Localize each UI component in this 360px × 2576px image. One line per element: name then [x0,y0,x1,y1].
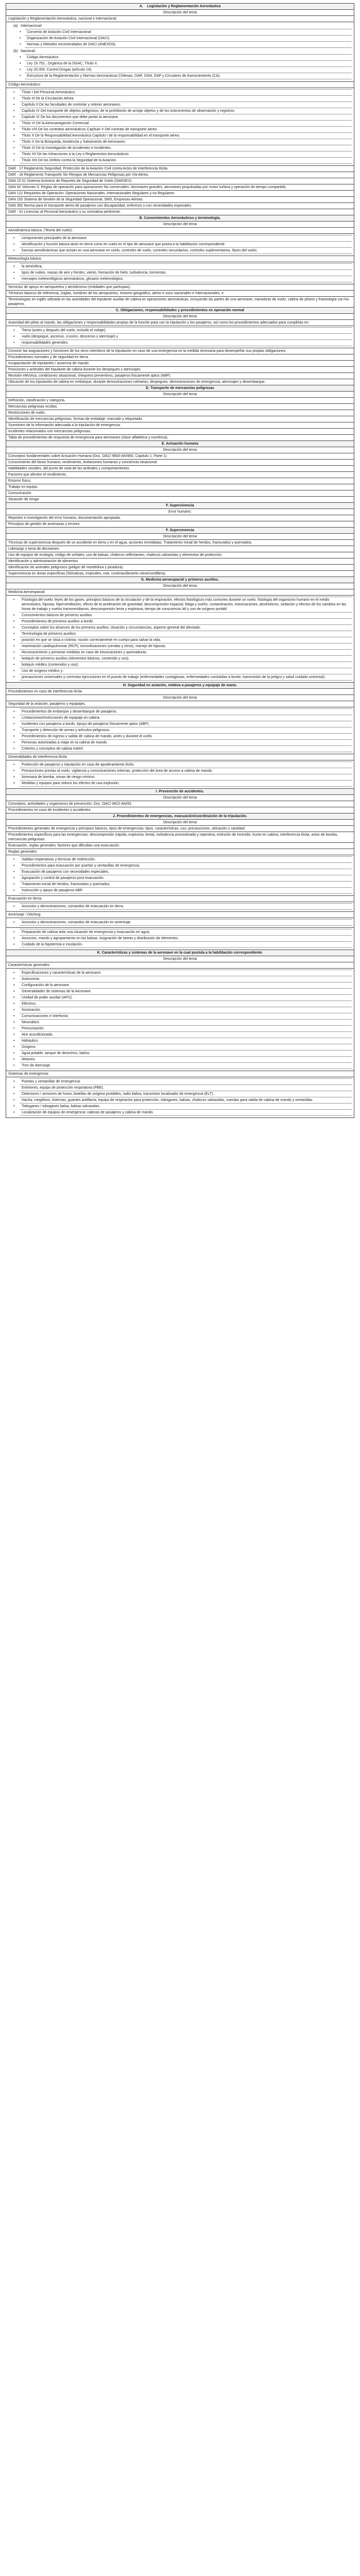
bullet-item: • Amenaza de bomba, zonas de riesgo mínimo. [20,774,352,780]
bullet-item: • botiquín médico (contenidos y uso); [20,662,352,668]
bullet-item: • Terminología de primeros auxilios; [20,631,352,637]
bullet-list-row [6,234,354,256]
topic-row: Autoridad del piloto al mando, las obligaciones y responsabilidades propias de la función para con la tripulación y los pasajeros, así como los procedimientos adecuados para cumplirlas en: [6,320,354,326]
topic-row: Reglas generales: [6,849,354,855]
topic-row: Conceptos, actividades y organismos de prevención. Doc. OACI 9422-AN/92. [6,801,354,807]
topic-row: Entorno físico. [6,478,354,484]
bullet-list-row [6,760,354,789]
lettered-item [13,48,352,80]
lettered-list [8,23,352,80]
bullet-item: • Capítulo VI De los documentos que debe portar la aeronave. [20,114,352,120]
topic-row: Trabajo en equipo. [6,484,354,490]
topic-row: Seguridad de la aviación, pasajeros y equipajes. [6,701,354,707]
bullet-item: • Título XIII De los Delitos contra la Seguridad de la Aviación. [20,157,352,164]
bullet-item: • Título XI De la Investigación de Accidentes e Incidentes. [20,145,352,151]
topic-row: Mercancías peligrosas ocultas. [6,404,354,410]
bullet-item: • precauciones universales y correctas ejecuciones en el puesto de trabajo (enfermedades contagiosas, enfermedades contraídas a bordo, transmisión de la peligro y salud cuidado universal). [20,674,352,681]
bullet-item: • botiquín de primeros auxilios (elementos básicos, contenido y uso); [20,655,352,662]
topic-row: Procedimientos generales de emergencia y principios básicos, tipos de emergencias, tipos, características, uso, precauciones, ubicación y cantidad. [6,826,354,832]
bullet-item: • Salidas inoperativas y técnicas de redirección. [20,856,352,862]
section-title: H. Seguridad en aviación, relativa a pasajeros y equipaje de mano. [6,683,354,689]
description-header: Descripción del tema [6,222,354,228]
section-title: F. Supervivencia [6,503,354,509]
topic-row: Características generales: [6,962,354,969]
topic-row: Aerodinámica básica. (Teoría del vuelo): [6,228,354,234]
bullet-item: • Detectores / sensores de humo, botellas de oxígeno portátiles, radio baliza, transmisor localizador de emergencia (ELT). [20,1091,352,1097]
bullet-item: • Procedimientos de embarque y desembarque de pasajeros. [20,708,352,715]
description-header: Descripción del tema [6,534,354,540]
lettered-list-row [6,22,354,82]
sub-list [13,29,352,48]
topic-row: DAR - 01 Licencias al Personal Aeronáutico y su normativa pertinente. [6,209,354,215]
topic-row: Suministro de la información adecuada a la tripulación de emergencia. [6,422,354,429]
topic-row: Definición, clasificación y categoría. [6,398,354,404]
description-header: Descripción del tema [6,820,354,826]
topic-row: DAN 152 Sistema de Gestión de la Seguridad Operacional, SMS, Empresas Aéreas. [6,197,354,203]
bullet-item: • Título VIII De los contratos aeronáuticos Capítulo V Del contrato de transporte aéreo. [20,126,352,132]
bullet-item: • reanimación cardiopulmonar (RCP); inmovilizaciones (vendas y otros), manejo de hipoxia; [20,643,352,649]
bullet-item: • Iluminación. [20,1007,352,1013]
topic-row: Uso de equipos de ecología, código de señales, uso de balsas, chalecos reflectantes, chalecos salvavidas y elementos de protección. [6,552,354,558]
bullet-item: • Generalidades de sistemas de la Aeronave. [20,988,352,994]
section-title: G. Medicina aeroespacial y primeros auxilios. [6,577,354,583]
bullet-item: • tipos de nubes, masas de aire y frentes, viento, formación de hielo, turbulencia, tormentas. [20,269,352,276]
bullet-list-row [6,707,354,754]
bullet-item: • Evacuación de pasajeros con necesidades especiales. [20,869,352,875]
bullet-item: • Capítulo IV Del transporte de objetos peligrosos; de la prohibición de arrojar objetos y de los instrumentos de observación y registros; [20,108,352,114]
bullet-item: • identificación y función básica tanto en tierra como en vuelo en el tipo de aeronave que posea a la habilitación correspondiente. [20,241,352,247]
sub-item: • Convenio de Aviación Civil Internacional [25,29,352,35]
bullet-item: • Presurización. [20,1025,352,1031]
topic-row: Términos básicos de referencia, (siglas, nombres de los aeropuertos, entorno geográfico, aéreo e usos nacionales e internacionales, e [6,291,354,297]
topic-row: Sistemas de emergencia: [6,1071,354,1077]
bullet-list-row [6,918,354,928]
bullet-item: • Comunicaciones e Interfonía. [20,1013,352,1019]
bullet-list [8,263,352,282]
bullet-item: • Precauciones previas al vuelo, vigilancia y comunicaciones internas, protección del área de acceso a cabina de mando. [20,768,352,774]
description-header: Descripción del tema [6,10,354,16]
bullet-item: • Localización de equipos de emergencia: cabinas de pasajeros y cabina de mando. [20,1109,352,1116]
bullet-item: • Especificaciones y características de la aeronave. [20,970,352,976]
section-title: I. Prevención de accidentes. [6,789,354,795]
topic-row: Evacuación, reglas generales: factores que dificultan una evacuación. [6,843,354,849]
bullet-item: • mensajes meteorológicos aeronáuticos, glosario meteorológico. [20,276,352,282]
bullet-item: • Título X De la Búsqueda, Asistencia y Salvamento de Aeronaves. [20,139,352,145]
bullet-item: • Hidráulico. [20,1038,352,1044]
bullet-list-row [6,928,354,950]
bullet-item: • Toboganes / toboganes balsa, balsas salvavidas. [20,1103,352,1109]
sub-item: • Ley 20.000, Control Drogas (artículo 14). [25,66,352,73]
topic-row: DAR - 17 Reglamento Seguridad, Protección de la Aviación Civil contra Actos de interferencia Ilícita. [6,166,354,172]
bullet-list [8,327,352,346]
bullet-item: • Criterios y conceptos de cabina estéril. [20,745,352,752]
topic-row: Factores que afecten el rendimiento. [6,472,354,478]
item-marker: (b) [13,49,18,53]
topic-row: Liderazgo y toma de decisiones [6,546,354,552]
bullet-item: • vuelo (despegue, ascenso, crucero, descenso y aterrizaje) y [20,333,352,340]
bullet-item: • Oxígeno. [20,1044,352,1050]
topic-row: DAR - 18 Reglamento Transporte Sin Riesgos de Mercancías Peligrosas por Vía Aérea. [6,172,354,178]
topic-row: Conocer las asignaciones y funciones de los otros miembros de la tripulación en caso de una emergencia en la medida necesaria para desempeñar sus propias obligaciones. [6,348,354,354]
bullet-item: • Eléctrico. [20,1001,352,1007]
bullet-list [8,235,352,254]
section-title: B. Conocimientos Aeronáuticos y terminología. [6,215,354,222]
topic-row: Procedimientos en caso de incidentes o accidentes. [6,807,354,814]
bullet-item: • Uso de oxígeno médico y; [20,668,352,674]
topic-row: Principios de gestión de amenazas y errores. [6,521,354,528]
bullet-item: • Hacha, megáfono, linternas, guantes antiflama, equipo de respiración para protección, toboganes, balsas, chalecos salvavidas, cuerdas para salida de cabina de mando y ventanillas. [20,1097,352,1103]
bullet-item: • Procedimientos de ingreso y salida de cabina de mando, antes y durante el vuelo. [20,733,352,739]
description-header: Descripción del tema [6,795,354,801]
sub-list [13,54,352,79]
item-label: Nacional: [21,49,36,53]
bullet-item: • Transporte y detección de armas y artículos peligrosos. [20,727,352,733]
bullet-item: • Puertas y ventanillas de emergencia. [20,1078,352,1084]
bullet-item: • fuerzas aerodinámicas que actúan en una aeronave en vuelo, controles de vuelo, controles secundarios, controles suplementarios, fases del vuelo; [20,247,352,254]
topic-row: Procedimientos en caso de interferencia ilícita [6,689,354,695]
topic-row: Ubicación de los tripulantes de cabina en embarque, durante demostraciones rutinarias, despegues, demostraciones de emergencia, aterrizajes y desembarque. [6,379,354,385]
bullet-item: • Fisiología del vuelo: leyes de los gases, principios básicos de la circulación y de la respiración, efectos fisiológicos más comunes durante un vuelo. fisiología del organismo humano en el medio aeronáutico, hipoxia, hiperventilación, efecto de la aceleración de gravedad, descompresión espacial; fatiga y sueño, contaminación, intoxicaciones, alcoholismo, sedación y efectos de los cambios en las horas de trabajo y vuelos transmeridianos, descompresión lenta y explosiva, tiempo de consciencia útil y uso de oxígeno portátil. [20,597,352,612]
topic-row: DAN 121 Requisitos de Operación: Operaciones Nacionales, Internacionales Regulares y no Regulares. [6,191,354,197]
bullet-item: • Personas autorizadas a viajar en la cabina de mando. [20,739,352,745]
bullet-item: • Título XII De las Infracciones a la Ley o Reglamentos Aeronáuticos [20,151,352,157]
topic-row: Técnicas de supervivencia después de un accidente en tierra y en el agua, acciones inmediatas. Tratamiento inicial de heridos, fracturados y quemados. [6,540,354,546]
description-header: Descripción del tema [6,695,354,701]
topic-row: Tabla de procedimientos de respuesta de emergencia para aeronaves (clave alfabética y numérica). [6,435,354,441]
bullet-item: • Reconocimiento y primeras medidas en caso de intoxicaciones y quemaduras. [20,649,352,655]
bullet-list-row [6,262,354,284]
section-title: J. Procedimientos de emergencias, evacuación/coordinación de la tripulación. [6,814,354,820]
bullet-list [8,761,352,787]
section-title: C. Obligaciones, responsabilidades y procedimientos en operación normal [6,308,354,314]
bullet-item: • Procedimientos de primeros auxilios a bordo [20,618,352,624]
bullet-item: • Aire acondicionado. [20,1031,352,1038]
topic-row: Legislación y Reglamentación Aeronáutica, nacional e internacional. [6,16,354,22]
bullet-item: • posición en que se sitúa a víctima: noción correctamente en cuerpo para salvar la vida. [20,637,352,643]
bullet-item: • Agrupación y control de pasajeros post evacuación. [20,875,352,881]
description-header: Descripción del tema [6,314,354,320]
topic-row: DAN 392 Norma para el transporte aéreo de pasajeros con discapacidad, enfermos o con necesidades especiales. [6,203,354,209]
bullet-item: • Instrucción y apoyo de pasajeros ABP. [20,887,352,894]
lettered-item [13,23,352,48]
topic-row: Servicios de apoyo en aeropuertos y aeródromos (entidades que participan). [6,284,354,291]
bullet-list [8,903,352,910]
bullet-list [8,919,352,926]
bullet-item: • Preparación de cabina ante una situación de emergencia y evacuación en agua. [20,929,352,935]
document-table [6,3,354,1118]
topic-row: Procedimientos específicos para las emergencias: descompresión (rápida, explosiva, lenta), turbulencia pronosticada y repentina, extinción de incendio, humo en cabina, interferencia ilícita, aviso de bomba, mercancías peligrosas. [6,832,354,843]
description-header: Descripción del tema [6,956,354,962]
topic-row: Restricciones de vuelo. [6,410,354,416]
topic-row: Situación de riesgo [6,497,354,503]
description-header: Descripción del tema [6,447,354,453]
topic-row: Supervivencia en áreas específicas (Selvaticas, tropicales, mar, costeras/desierto nieve/cordillera). [6,571,354,577]
bullet-item: • Procedimientos para evacuación por puertas y ventanillas de emergencia. [20,862,352,869]
bullet-list-row [6,326,354,348]
bullet-item: • Conocimientos básicos de primeros auxilios [20,612,352,618]
sub-item: • Ley 19.752., Orgánica de la DGAC, Título II. [25,60,352,66]
bullet-list-row [6,596,354,683]
bullet-item: • componentes principales de la aeronave. [20,235,352,241]
sub-item: • Organización de Aviación Civil Internacional (OACI). [25,35,352,41]
bullet-item: • la atmósfera, [20,263,352,269]
bullet-list [8,1078,352,1116]
topic-row: DAN 92 Volumen II: Reglas de operación para operaciones No comerciales- Aeronaves grandes, aeronaves propulsadas por motor turbina y operación de tiempo compartido. [6,184,354,191]
bullet-list [8,708,352,752]
bullet-item: • Tierra (antes y después del vuelo, incluido el rodaje); [20,327,352,333]
bullet-item: • Motores. [20,1056,352,1062]
item-label: Internacional: [21,24,43,28]
bullet-list-row [6,969,354,1071]
topic-row: Evacuación en tierra: [6,896,354,902]
bullet-item: • Autonomía [20,976,352,982]
topic-row: Revisión eléctrica, condiciones situacional, chequeos preventivos, pasajeros fisicamente aptos (ABP). [6,373,354,379]
topic-row: Amerizaje / Ditching [6,912,354,918]
bullet-item: • Título I Del Personal Aeronáutico; [20,89,352,95]
bullet-item: • Anuncios y demostraciones, comandos de evacuación en amerizaje. [20,919,352,926]
topic-row: Meteorología básica: [6,256,354,262]
bullet-item: • Cuidado de la hipotermia e insolación. [20,941,352,948]
bullet-item: • Tratamiento inicial de heridos, fracturados y quemados. [20,881,352,887]
topic-row: Incapacitación de tripulantes / ausencia de mando. [6,361,354,367]
topic-row: Posiciones y actitudes del tripulante de cabina durante los despegues y aterrizajes. [6,367,354,373]
topic-row: Procedimientos normales y de seguridad en tierra. [6,354,354,361]
bullet-list [8,597,352,681]
description-header: Descripción del tema [6,392,354,398]
bullet-item: • Agua potable, tanque de desechos, baños. [20,1050,352,1056]
bullet-item: • Título X De la Responsabilidad Aeronáutica Capítulo I de la responsabilidad en el transporte aéreo. [20,132,352,139]
bullet-item: • Limitaciones/restricciones de equipaje en cabina. [20,715,352,721]
section-title: E. Actuación humana [6,441,354,447]
description-header: Error humano: [6,509,354,515]
topic-row: Reportes e investigación del error humano, documentación apropiada. [6,515,354,521]
topic-row: Incidentes relacionados con mercancías peligrosas. [6,429,354,435]
bullet-list [8,970,352,1069]
topic-row: Identificación de animales peligrosos (peligro de mordedura y picadura). [6,565,354,571]
topic-row: Comunicación [6,490,354,497]
topic-row: Medicina Aeroespacial: [6,589,354,596]
bullet-item: • Título III De la Circulación Aérea [20,95,352,101]
topic-row: Conocimiento del factor humano; rendimiento, limitaciones humanas y conciencia situacional. [6,460,354,466]
bullet-list [8,89,352,164]
section-title: A. Legislación y Reglamentación Aeronáutica [6,3,354,10]
bullet-list-row [6,855,354,896]
topic-row: Generalidades de interferencia ilícita [6,754,354,760]
bullet-item: • Tren de Aterrizaje. [20,1062,352,1069]
bullet-item: • Extintores, equipo de protección respiratoria (PBE). [20,1084,352,1091]
sub-item: • Estructura de la Reglamentación y Normas Aeronáuticas Chilenas: DAR, DAN, DAP y Circulares de Asesoramiento (CA). [25,73,352,79]
bullet-item: • Capítulo II De las facultades de controlar y retener aeronaves; [20,101,352,108]
bullet-item: • responsabilidades generales. [20,340,352,346]
bullet-item: • Conceptos sobre los alcances de los primeros auxilios: situación y circunstancias, aspecto general del afectado, [20,624,352,631]
topic-row: Terminologías en inglés utilizada en las actividades del tripulante auxiliar de cabina en operaciones aeronáuticas, incluyendo las partes de una aeronave, maniobras de vuelo, cabina de pilotos y fraseología con los pasajeros. [6,297,354,308]
topic-row: DAN 15 01 Sistema Anónimo de Reportes de Seguridad de Vuelo (SARSEV). [6,178,354,184]
sub-item: • Normas y Métodos recomendados de OACI (ANEXOS). [25,41,352,48]
bullet-item: • Medidas y equipos para reducir los efectos de una explosión. [20,780,352,787]
section-title: D. Transporte de mercancías peligrosas [6,385,354,392]
bullet-item: • Configuración de la aeronave. [20,982,352,988]
topic-row: Código Aeronáutico: [6,82,354,88]
topic-row: Conceptos fundamentales sobre Actuación Humana (Doc. OACI 9683-AN/950, Capítulo 1, Parte 1). [6,453,354,460]
topic-row: Identificación de mercancías peligrosas, formas de embalaje, marcado y etiquetado. [6,416,354,422]
sub-item: • Código Aeronáutico. [25,54,352,60]
bullet-item: • Incidentes con pasajeros a bordo. Apoyo de pasajeros físicamente aptos (ABP). [20,721,352,727]
bullet-item: • Anuncios, mando y agrupamiento en las balsas. Asignación de tareas y distribución de elementos. [20,935,352,941]
bullet-item: • Protección de pasajeros y tripulación en caso de apoderamiento ilícito. [20,761,352,768]
section-title: F. Supervivencia [6,528,354,534]
bullet-list [8,856,352,894]
bullet-item: • Neumático. [20,1019,352,1025]
section-title: K. Características y sistemas de la aeronave en la cual postula a la habilitación correspondiente. [6,950,354,956]
topic-row: Identificación y administración de alimentos [6,558,354,565]
item-marker: (a) [13,24,18,28]
bullet-list-row [6,902,354,912]
bullet-item: • Anuncios y demostraciones, comandos de evacuación en tierra. [20,903,352,910]
bullet-item: • Título VI De la Aeronavegación Comercial. [20,120,352,126]
bullet-list-row [6,1077,354,1118]
topic-row: Habilidades sociales, del punto de vista de las actitudes y comportamientos. [6,466,354,472]
bullet-item: • Unidad de poder auxiliar (APU). [20,994,352,1001]
bullet-list-row [6,88,354,166]
bullet-list [8,929,352,948]
description-header: Descripción del tema [6,583,354,589]
